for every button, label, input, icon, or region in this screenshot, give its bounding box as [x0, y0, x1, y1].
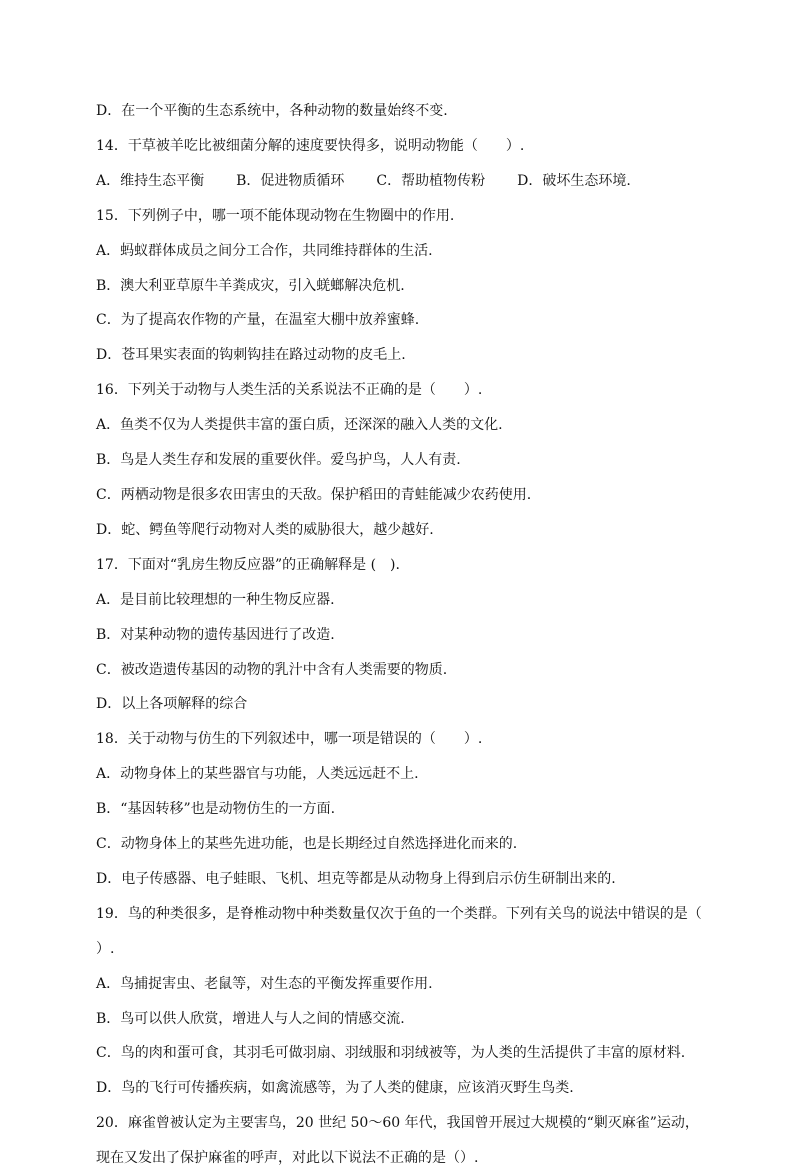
q15-stem: 15．下列例子中，哪一项不能体现动物在生物圈中的作用. — [96, 207, 455, 224]
q13-option-d: D．在一个平衡的生态系统中，各种动物的数量始终不变. — [96, 103, 448, 119]
q14-option-d: D．破坏生态环境. — [517, 172, 631, 189]
q16-stem: 16．下列关于动物与人类生活的关系说法不正确的是（ ）. — [96, 382, 483, 399]
q15-option-d: D．苍耳果实表面的钩刺钩挂在路过动物的皮毛上. — [96, 347, 406, 364]
q18-option-a: A．动物身体上的某些器官与功能，人类远远赶不上. — [96, 766, 419, 783]
q17-option-b: B．对某种动物的遗传基因进行了改造. — [96, 626, 335, 643]
q14-stem: 14．干草被羊吃比被细菌分解的速度要快得多，说明动物能（ ）. — [96, 137, 525, 154]
q17-option-d: D．以上各项解释的综合 — [96, 696, 248, 713]
q18-option-d: D．电子传感器、电子蛙眼、飞机、坦克等都是从动物身上得到启示仿生研制出来的. — [96, 870, 616, 887]
q17-option-c: C．被改造遗传基因的动物的乳汁中含有人类需要的物质. — [96, 661, 448, 678]
q16-option-d: D．蛇、鳄鱼等爬行动物对人类的威胁很大，越少越好. — [96, 521, 434, 538]
q19-option-a: A．鸟捕捉害虫、老鼠等，对生态的平衡发挥重要作用. — [96, 975, 433, 992]
q14-option-a: A．维持生态平衡 — [96, 172, 205, 189]
q14-option-b: B．促进物质循环 — [236, 172, 345, 189]
q14-option-c: C．帮助植物传粉 — [376, 172, 486, 189]
q16-option-c: C．两栖动物是很多农田害虫的天敌。保护稻田的青蛙能减少农药使用. — [96, 486, 532, 503]
q18-option-b: B．“基因转移”也是动物仿生的一方面. — [96, 801, 336, 818]
q15-option-a: A．蚂蚁群体成员之间分工合作，共同维持群体的生活. — [96, 242, 433, 259]
q18-stem: 18．关于动物与仿生的下列叙述中，哪一项是错误的（ ）. — [96, 731, 483, 748]
question-list — [96, 94, 716, 1176]
q15-option-c: C．为了提高农作物的产量，在温室大棚中放养蜜蜂. — [96, 312, 420, 329]
q19-option-c: C．鸟的肉和蛋可食，其羽毛可做羽扇、羽绒服和羽绒被等，为人类的生活提供了丰富的原材料. — [96, 1045, 686, 1062]
q19-stem-continued: ）. — [96, 940, 115, 957]
q17-stem: 17．下面对“乳房生物反应器”的正确解释是 ( ). — [96, 556, 400, 573]
q14-options — [96, 164, 716, 199]
q17-option-a: A．是目前比较理想的一种生物反应器. — [96, 591, 335, 608]
q20-stem-continued: 现在又发出了保护麻雀的呼声，对此以下说法不正确的是（）. — [96, 1150, 479, 1167]
q19-stem: 19．鸟的种类很多，是脊椎动物中种类数量仅次于鱼的一个类群。下列有关鸟的说法中错误的是（ — [96, 905, 702, 922]
q16-option-a: A．鱼类不仅为人类提供丰富的蛋白质，还深深的融入人类的文化. — [96, 417, 503, 434]
q19-option-b: B．鸟可以供人欣赏，增进人与人之间的情感交流. — [96, 1010, 405, 1027]
q20-stem: 20．麻雀曾被认定为主要害鸟，20 世纪 50～60 年代，我国曾开展过大规模的“剿灭麻雀”运动， — [96, 1115, 699, 1132]
q16-option-b: B．鸟是人类生存和发展的重要伙伴。爱鸟护鸟，人人有责. — [96, 452, 461, 469]
q15-option-b: B．澳大利亚草原牛羊粪成灾，引入蜣螂解决危机. — [96, 277, 405, 294]
q19-option-d: D．鸟的飞行可传播疾病，如禽流感等，为了人类的健康，应该消灭野生鸟类. — [96, 1080, 574, 1097]
q18-option-c: C．动物身体上的某些先进功能，也是长期经过自然选择进化而来的. — [96, 836, 518, 853]
